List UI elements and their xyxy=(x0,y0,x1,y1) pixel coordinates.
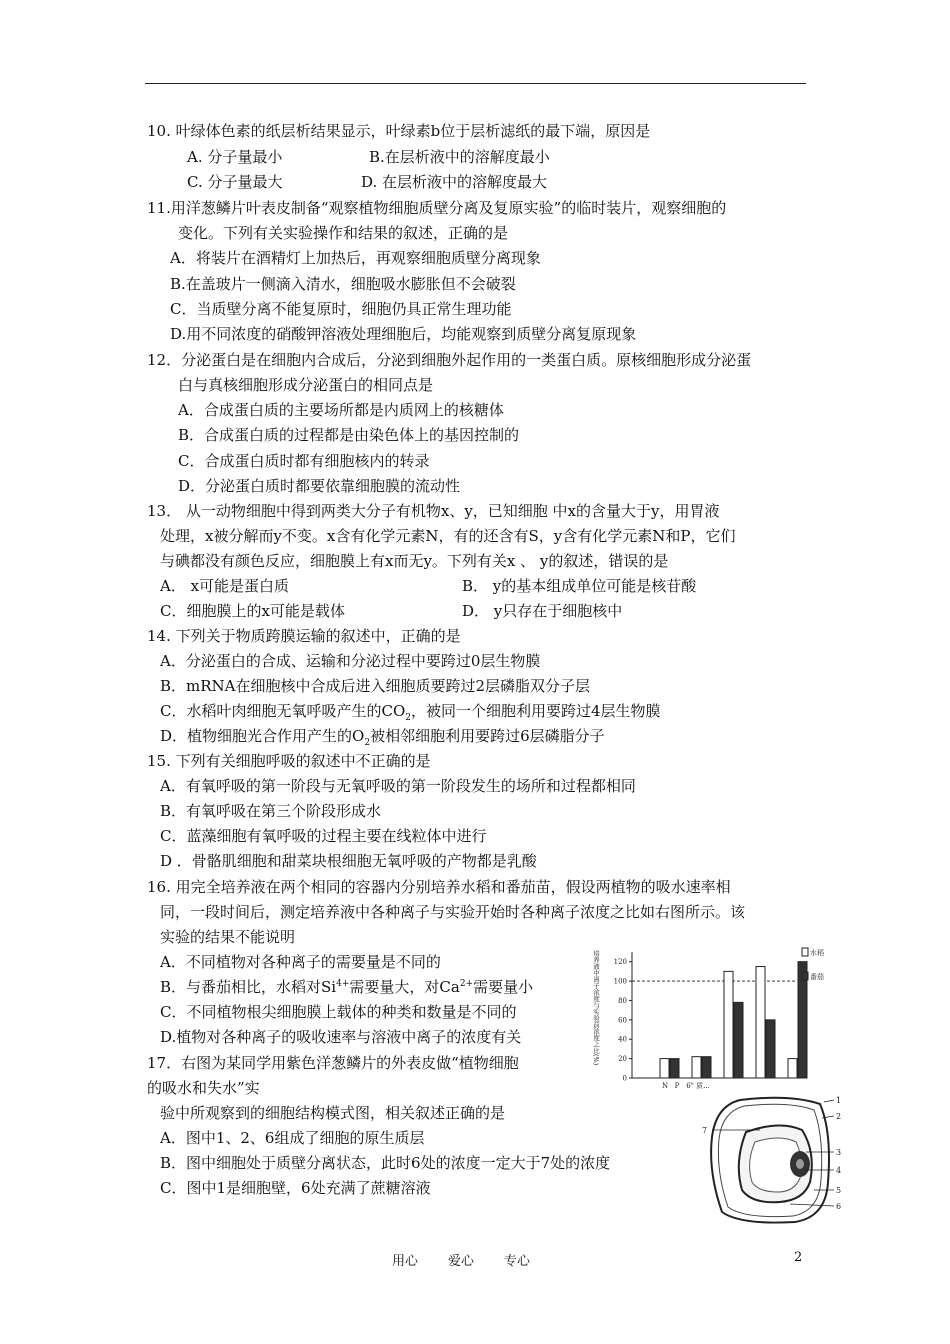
footer-text-1: 用心 xyxy=(392,1254,419,1269)
chart-bar-tomato xyxy=(734,1002,743,1078)
plasmolysis-cell-diagram xyxy=(700,1092,845,1227)
q13-stem-line2: 处理，x被分解而y不变。x含有化学元素N，有的还含有S，y含有化学元素N和P，它们 xyxy=(160,527,736,545)
q10-option-d: D. 在层析液中的溶解度最大 xyxy=(361,173,548,191)
q11-option-a: A．将装片在酒精灯上加热后，再观察细胞质壁分离现象 xyxy=(170,249,541,267)
q17-option-b: B．图中细胞处于质壁分离状态，此时6处的浓度一定大于7处的浓度 xyxy=(160,1154,611,1172)
chart-y-tick-label: 100 xyxy=(613,977,627,986)
diagram-leader-line xyxy=(824,1100,834,1102)
chart-y-tick-label: 60 xyxy=(618,1016,627,1025)
q15-option-b: B．有氧呼吸在第三个阶段形成水 xyxy=(160,802,382,820)
q15-option-a: A．有氧呼吸的第一阶段与无氧呼吸的第一阶段发生的场所和过程都相同 xyxy=(160,777,636,795)
chart-bar-tomato xyxy=(766,1020,775,1078)
diagram-label-2: 2 xyxy=(836,1112,842,1121)
q13-option-b: B． y的基本组成单位可能是核苷酸 xyxy=(462,577,697,595)
q16-option-a: A．不同植物对各种离子的需要量是不同的 xyxy=(160,953,441,971)
q14-option-d: D．植物细胞光合作用产生的$O_2$被相邻细胞利用要跨过6层磷脂分子 xyxy=(160,727,605,748)
q16-stem-line1: 16. 用完全培养液在两个相同的容器内分别培养水稻和番茄苗，假设两植物的吸水速率相 xyxy=(147,878,731,896)
q16-stem-line3: 实验的结果不能说明 xyxy=(160,928,296,946)
q14-option-b: B．mRNA在细胞核中合成后进入细胞质要跨过2层磷脂双分子层 xyxy=(160,677,591,695)
diagram-label-6: 6 xyxy=(836,1202,842,1211)
q15-option-d: D ．骨骼肌细胞和甜菜块根细胞无氧呼吸的产物都是乳酸 xyxy=(160,852,537,870)
q10-option-a: A. 分子量最小 xyxy=(187,148,283,166)
chart-bars xyxy=(660,962,807,1078)
q14-stem: 14. 下列关于物质跨膜运输的叙述中，正确的是 xyxy=(147,627,461,645)
q16-option-c: C．不同植物根尖细胞膜上载体的种类和数量是不同的 xyxy=(160,1003,517,1021)
chart-bar-tomato xyxy=(670,1059,679,1078)
chart-bar-rice xyxy=(788,1059,797,1078)
q11-option-d: D.用不同浓度的硝酸钾溶液处理细胞后，均能观察到质壁分离复原现象 xyxy=(170,325,637,343)
q15-stem: 15. 下列有关细胞呼吸的叙述中不正确的是 xyxy=(147,752,431,770)
chart-y-tick-label: 0 xyxy=(622,1074,627,1083)
q17-stem-line2: 的吸水和失水”实 xyxy=(147,1079,260,1097)
diagram-label-7: 7 xyxy=(702,1126,708,1135)
q12-option-c: C．合成蛋白质时都有细胞核内的转录 xyxy=(178,452,430,470)
nucleolus xyxy=(796,1159,804,1169)
q14-option-c: C．水稻叶肉细胞无氧呼吸产生的$CO_2$，被同一个细胞利用要跨过4层生物膜 xyxy=(160,702,661,723)
q12-option-a: A．合成蛋白质的主要场所都是内质网上的核糖体 xyxy=(178,401,504,419)
q13-stem-line3: 与碘都没有颜色反应，细胞膜上有x而无y。下列有关x 、 y的叙述，错误的是 xyxy=(160,552,669,570)
diagram-label-5: 5 xyxy=(836,1186,842,1195)
q17-stem-line3: 验中所观察到的细胞结构模式图，相关叙述正确的是 xyxy=(160,1104,506,1122)
q13-option-d: D． y只存在于细胞核中 xyxy=(462,602,623,620)
chart-bar-rice xyxy=(660,1059,669,1078)
chart-bar-rice xyxy=(724,971,733,1078)
q10-option-c: C. 分子量最大 xyxy=(187,173,283,191)
page-number: 2 xyxy=(794,1250,803,1265)
q12-stem-line2: 白与真核细胞形成分泌蛋白的相同点是 xyxy=(178,376,434,394)
q13-option-c: C．细胞膜上的x可能是载体 xyxy=(160,602,345,620)
q16-option-d: D.植物对各种离子的吸收速率与溶液中离子的浓度有关 xyxy=(160,1028,522,1046)
q14-option-a: A．分泌蛋白的合成、运输和分泌过程中要跨过0层生物膜 xyxy=(160,652,541,670)
q10-option-b: B.在层析液中的溶解度最小 xyxy=(369,148,550,166)
q12-option-b: B．合成蛋白质的过程都是由染色体上的基因控制的 xyxy=(178,426,520,444)
chart-legend-label: 水稻 xyxy=(810,949,824,957)
chart-legend-label: 番茄 xyxy=(810,973,824,981)
chart-legend-swatch xyxy=(802,948,808,956)
q10-stem: 10. 叶绿体色素的纸层析结果显示，叶绿素b位于层析滤纸的最下端，原因是 xyxy=(147,122,651,140)
header-rule xyxy=(145,83,806,84)
q15-option-c: C．蓝藻细胞有氧呼吸的过程主要在线粒体中进行 xyxy=(160,827,487,845)
q17-option-a: A．图中1、2、6组成了细胞的原生质层 xyxy=(160,1129,425,1147)
q11-option-b: B.在盖玻片一侧滴入清水，细胞吸水膨胀但不会破裂 xyxy=(170,275,516,293)
q12-stem-line1: 12．分泌蛋白是在细胞内合成后，分泌到细胞外起作用的一类蛋白质。原核细胞形成分泌蛋 xyxy=(147,351,752,369)
q16-option-b: B．与番茄相比，水稻对$Si^{4+}$需要量大，对$Ca^{2+}$需要量小 xyxy=(160,978,534,996)
chart-legend-swatch xyxy=(802,972,808,980)
diagram-label-3: 3 xyxy=(836,1148,842,1157)
diagram-label-4: 4 xyxy=(836,1166,842,1175)
chart-y-axis-title xyxy=(592,949,600,1066)
chart-x-tick-label: N xyxy=(661,1082,669,1090)
ion-ratio-bar-chart xyxy=(590,940,824,1090)
q11-option-c: C．当质壁分离不能复原时，细胞仍具正常生理功能 xyxy=(170,300,512,318)
chart-x-axis xyxy=(662,1081,710,1090)
chart-y-tick-label: 120 xyxy=(613,958,627,967)
chart-x-tick-label: 6" 质... xyxy=(686,1082,710,1090)
q13-option-a: A． x可能是蛋白质 xyxy=(160,577,290,595)
q17-option-c: C．图中1是细胞壁，6处充满了蔗糖溶液 xyxy=(160,1179,431,1197)
chart-y-axis-title-text: 培养液中离子浓度与实验前浓度之比(%) xyxy=(592,950,600,1066)
chart-y-tick-label: 40 xyxy=(618,1035,627,1044)
chart-y-tick-label: 20 xyxy=(618,1055,627,1064)
q17-stem-line1: 17．右图为某同学用紫色洋葱鳞片的外表皮做“植物细胞 xyxy=(147,1054,519,1072)
q12-option-d: D．分泌蛋白质时都要依靠细胞膜的流动性 xyxy=(178,477,461,495)
chart-bar-tomato xyxy=(702,1057,711,1078)
q11-stem-line2: 变化。下列有关实验操作和结果的叙述，正确的是 xyxy=(178,224,509,242)
chart-bar-rice xyxy=(692,1057,701,1078)
q11-stem-line1: 11.用洋葱鳞片叶表皮制备“观察植物细胞质壁分离及复原实验”的临时装片，观察细胞的 xyxy=(147,199,727,217)
chart-x-tick-label: P xyxy=(674,1082,680,1090)
chart-bar-rice xyxy=(756,967,765,1078)
q16-stem-line2: 同，一段时间后，测定培养液中各种离子与实验开始时各种离子浓度之比如右图所示。该 xyxy=(160,903,746,921)
diagram-label-1: 1 xyxy=(836,1096,842,1105)
chart-y-tick-label: 80 xyxy=(618,996,627,1005)
footer-text-3: 专心 xyxy=(504,1254,531,1269)
q13-stem-line1: 13． 从一动物细胞中得到两类大分子有机物x、y，已知细胞 中x的含量大于y，用胃液 xyxy=(147,502,720,520)
footer-text-2: 爱心 xyxy=(448,1254,475,1269)
